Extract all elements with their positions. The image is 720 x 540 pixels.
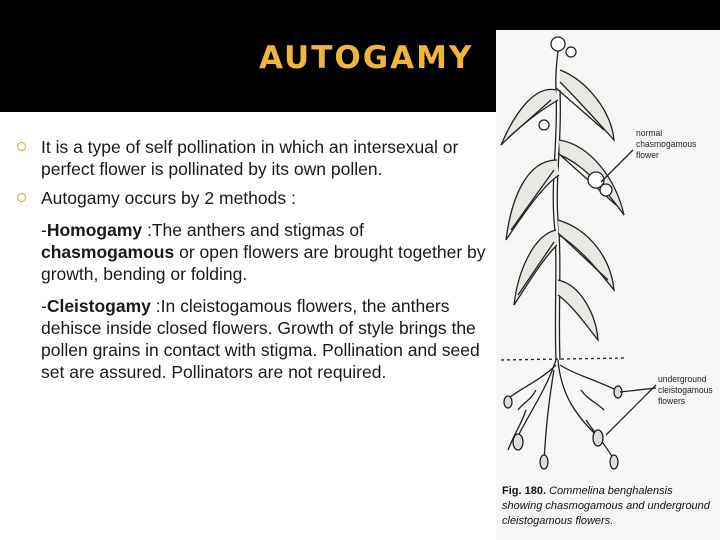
caption-text: Commelina benghalensis showing chasmogamous and underground cleistogamous flowers. xyxy=(502,485,710,527)
term-chasmogamous: chasmogamous xyxy=(41,242,175,262)
method-homogamy xyxy=(41,219,501,285)
method-text: :The anthers and stigmas of xyxy=(142,220,364,240)
caption-fig-number: Fig. 180. xyxy=(502,485,547,497)
method-prefix: - xyxy=(41,220,47,240)
method-cleistogamy xyxy=(41,295,501,383)
method-text: :In cleistogamous flowers, the anthers dehisce inside closed flowers. Growth of style brings the pollen grains in contact with stigma. Pollination and seed set are assured. Pollinators are not required. xyxy=(41,296,480,382)
figure-caption xyxy=(502,484,716,529)
bullet-text-1: It is a type of self pollination in which an intersexual or perfect flower is pollinated by its own pollen. xyxy=(41,137,459,179)
slide-content xyxy=(0,112,720,540)
term-homogamy: Homogamy xyxy=(46,220,143,240)
label-normal-chasmogamous: normal chasmogamous flower xyxy=(636,128,697,161)
bullet-icon xyxy=(17,142,26,151)
bullet-icon xyxy=(17,193,26,202)
bullet-text-2: Autogamy occurs by 2 methods : xyxy=(41,188,296,208)
term-cleistogamy: Cleistogamy xyxy=(46,296,151,316)
page-title: AUTOGAMY xyxy=(259,40,474,76)
method-text: or open flowers are brought together by growth, bending or folding. xyxy=(41,242,486,284)
method-prefix: - xyxy=(41,296,47,316)
label-underground-cleistogamous: underground cleistogamous flowers xyxy=(658,374,713,407)
